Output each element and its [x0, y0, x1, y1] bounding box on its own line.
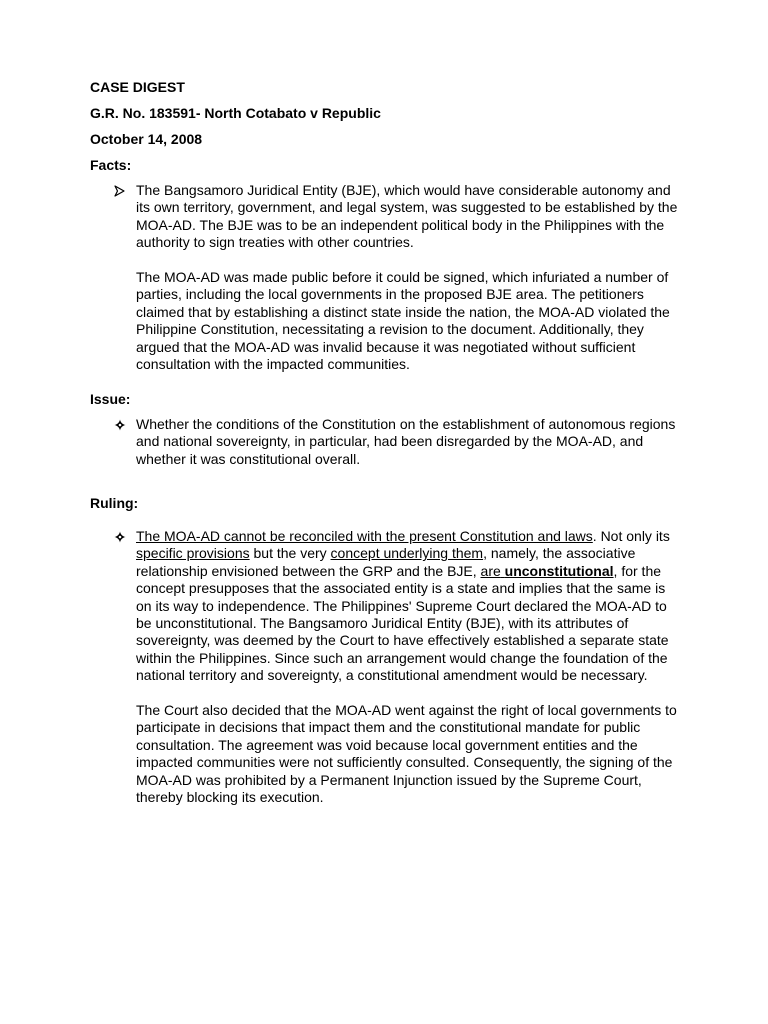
ruling-text: . Not only its: [592, 528, 670, 544]
document-title: CASE DIGEST: [90, 79, 185, 95]
arrowhead-bullet-icon: [114, 182, 126, 197]
are-underlined: are: [480, 562, 501, 579]
specific-provisions: specific provisions: [136, 545, 250, 562]
facts-paragraph: The Bangsamoro Juridical Entity (BJE), which would have considerable autonomy and its own territory, government, and legal system, was suggested to be established by the MOA-AD. The BJE was to be an independent political body in the Philippines with the authority to sign treaties with other countries.: [136, 182, 678, 251]
case-date: October 14, 2008: [90, 131, 203, 147]
ruling-heading: Ruling:: [90, 495, 139, 511]
issue-heading: Issue:: [90, 391, 131, 407]
diamond-bullet-icon: [114, 528, 126, 543]
ruling-text: but the very: [249, 545, 331, 562]
facts-content: [136, 182, 681, 373]
case-number: G.R. No. 183591- North Cotabato v Republic: [90, 105, 381, 121]
concept-underlying: concept underlying them: [330, 545, 484, 562]
unconstitutional-emphasis: unconstitutional: [504, 562, 614, 579]
issue-paragraph: Whether the conditions of the Constitution on the establishment of autonomous regions and national sovereignty, in particular, had been disregarded by the MOA-AD, and whether it was constitutional overall.: [136, 416, 676, 467]
diamond-bullet-icon: [114, 416, 126, 431]
facts-paragraph: The MOA-AD was made public before it could be signed, which infuriated a number of parties, including the local governments in the proposed BJE area. The petitioners claimed that by establishing a distinct state inside the nation, the MOA-AD violated the Philippine Constitution, necessitating a revision to the document. Additionally, they argued that the MOA-AD was invalid because it was negotiated without sufficient consultation with the impacted communities.: [136, 269, 670, 373]
ruling-content: [136, 528, 681, 806]
ruling-holding: The MOA-AD cannot be reconciled with the present Constitution and laws: [136, 528, 593, 544]
ruling-paragraph: The Court also decided that the MOA-AD went against the right of local governments to participate in decisions that impact them and the constitutional mandate for public consultation. The agreement was void because local government entities and the impacted communities were not sufficiently consulted. Consequently, the signing of the MOA-AD was prohibited by a Permanent Injunction issued by the Supreme Court, thereby blocking its execution.: [136, 702, 677, 806]
ruling-text: , for the concept presupposes that the associated entity is a state and implies that the same is on its way to independence. The Philippines' Supreme Court declared the MOA-AD to be unconstitutional. The Bangsamoro Juridical Entity (BJE), with its attributes of sovereignty, was deemed by the Court to have effectively established a separate state within the Philippines. Since such an arrangement would change the foundation of the national territory and sovereignty, a constitutional amendment would be necessary.: [136, 562, 669, 684]
facts-heading: Facts:: [90, 157, 132, 173]
issue-content: [136, 416, 681, 468]
ruling-paragraph: [136, 528, 681, 685]
ruling-text: , namely, the associative relationship envisioned between the GRP and the BJE,: [136, 545, 636, 579]
